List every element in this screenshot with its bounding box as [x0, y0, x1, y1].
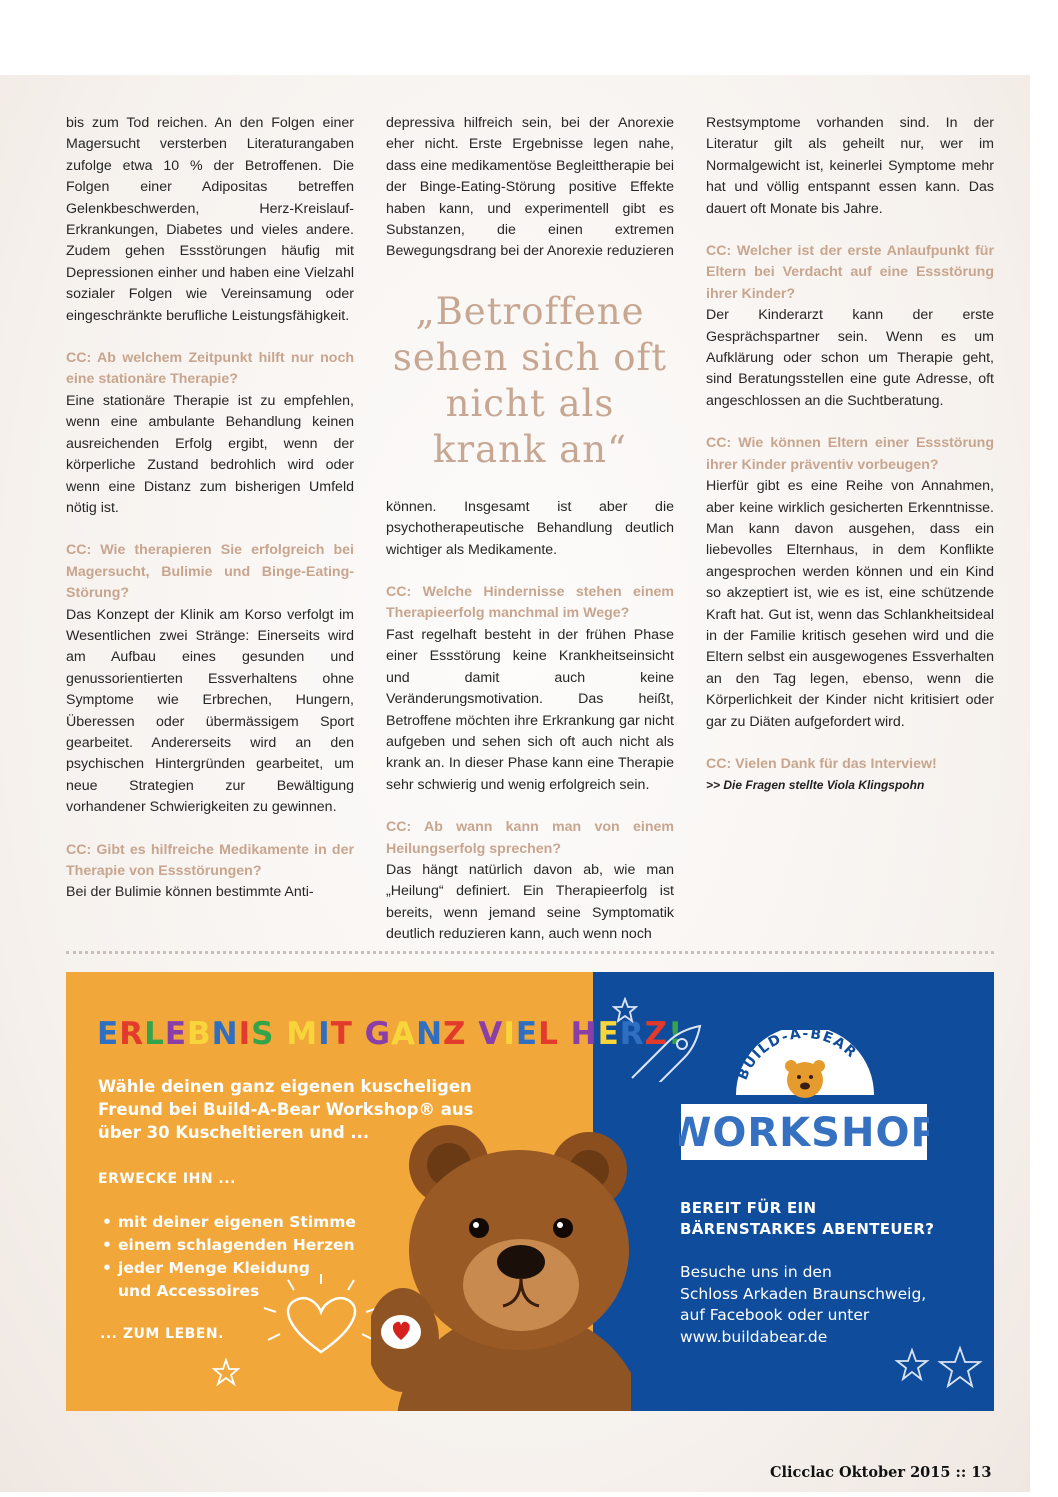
ad-bullet: • jeder Menge Kleidung [102, 1257, 356, 1280]
headline-letter: L [538, 1016, 559, 1052]
interview-answer: Fast regelhaft besteht in der frühen Phase einer Essstörung keine Krankheitseinsicht und damit auch keine Veränderungsmotivation. Das heißt, Betroffene möchten ihre Erkrankung gar nicht aufgeben und sehen sich oft auch nicht als krank an. In dieser Phase kann eine Therapie sehr schwierig und wenig erfolgreich sein. [386, 626, 674, 793]
pull-quote: „Betroffene sehen sich oft nicht als krank an“ [392, 289, 668, 471]
advertisement[interactable] [66, 972, 994, 1411]
build-a-bear-logo[interactable] [679, 1030, 929, 1170]
headline-letter: T [330, 1016, 353, 1052]
interview-closing: CC: Vielen Dank für das Interview! [706, 755, 937, 772]
headline-letter: Z [644, 1016, 669, 1052]
headline-letter: R [119, 1016, 145, 1052]
headline-letter: A [391, 1016, 417, 1052]
paragraph: Restsymptome vorhanden sind. In der Literatur gilt als geheilt nur, wer im Normalgewicht ist, keinerlei Symptome mehr hat und völlig entspannt essen kann. Das dauert oft Monate bis Jahre. [706, 115, 994, 217]
ad-subheading: ERWECKE IHN ... [98, 1171, 236, 1187]
headline-letter: B [187, 1016, 212, 1052]
article-column-2 [386, 113, 674, 946]
headline-letter: I [238, 1016, 252, 1052]
ad-right-text-line: Besuche uns in den [680, 1263, 832, 1281]
logo-arc-text: BUILD-A-BEAR [734, 1030, 860, 1083]
ad-intro: Wähle deinen ganz eigenen kuscheligen Freund bei Build-A-Bear Workshop® aus über 30 Kuscheltieren und ... [98, 1077, 474, 1142]
ad-right-heading [680, 1198, 934, 1240]
ad-bullet-continuation: und Accessoires [118, 1282, 260, 1300]
ad-right-text [680, 1262, 926, 1348]
headline-letter [467, 1016, 479, 1052]
interview-answer: Hierfür gibt es eine Reihe von Annahmen, aber keine wirklich gesicherten Erkenntnisse. Man kann davon ausgehen, dass ein liebevolles Elternhaus, in dem Konflikte angesprochen werden können und ein Kind so akzeptiert ist, wie es ist, eine schützende Kraft hat. Gut ist, wenn das Schlankheitsideal in der Familie kritisch gesehen wird und die Eltern selbst ein ausgewogenes Essverhalten an den Tag legen, ebenso, wenn die Körperlichkeit der Kinder nicht kritisiert oder gar zu Diäten aufgefordert wird. [706, 478, 994, 730]
interview-answer: Eine stationäre Therapie ist zu empfehlen, wenn eine ambulante Behandlung keinen ausreichenden Erfolg ergibt, wenn der körperliche Zustand bedrohlich wird oder wenn eine Distanz zum bisherigen Umfeld nötig ist. [66, 392, 354, 516]
headline-letter: N [211, 1016, 239, 1052]
ad-right-heading-line: BÄRENSTARKES ABENTEUER? [680, 1220, 935, 1238]
headline-letter [353, 1016, 365, 1052]
headline-letter [559, 1016, 571, 1052]
author-credit: >> Die Fragen stellte Viola Klingspohn [706, 778, 925, 793]
interview-question: CC: Wie therapieren Sie erfolgreich bei Magersucht, Bulimie und Binge-Eating-Störung? [66, 542, 354, 602]
interview-question: CC: Gibt es hilfreiche Medikamente in der Therapie von Essstörungen? [66, 841, 354, 879]
headline-letter: E [597, 1016, 620, 1052]
dotted-divider [66, 951, 994, 954]
star-outline-icon [612, 997, 638, 1023]
teddy-bear-illustration [371, 1110, 631, 1411]
paragraph: bis zum Tod reichen. An den Folgen einer Magersucht versterben Literaturangaben zufolge etwa 10 % der Betroffenen. Die Folgen einer Adipositas betreffen Gelenkbeschwerden, Herz-Kreislauf-Erkrankungen, Diabetes und vieles andere. Zudem gehen Essstörungen häufig mit Depressionen einher und haben eine Vielzahl sozialer Folgen wie Vereinsamung oder eingeschränkte berufliche Leistungsfähigkeit. [66, 115, 354, 324]
headline-letter: L [144, 1016, 165, 1052]
headline-letter: R [619, 1016, 645, 1052]
interview-answer: Das hängt natürlich davon ab, wie man „Heilung“ definiert. Ein Therapieerfolg ist bereits, wenn jemand seine Symptomatik deutlich reduzieren kann, auch wenn noch [386, 861, 674, 943]
headline-letter: I [318, 1016, 331, 1052]
interview-question: CC: Ab wann kann man von einem Heilungserfolg sprechen? [386, 819, 674, 857]
interview-answer: Der Kinderarzt kann der erste Gesprächspartner sein. Wenn es um Aufklärung oder schon um Therapie geht, sind Beratungsstellen eine gute Adresse, oft angeschlossen an die Suchtberatung. [706, 307, 994, 409]
headline-letter: M [286, 1016, 319, 1052]
headline-letter: E [97, 1016, 120, 1052]
headline-letter [274, 1016, 286, 1052]
ad-closing: ... ZUM LEBEN. [100, 1326, 224, 1342]
headline-letter: N [416, 1016, 444, 1052]
star-doodle-icon [212, 1358, 240, 1386]
headline-letter: E [164, 1016, 188, 1052]
page-top-margin [0, 0, 1058, 75]
interview-question: CC: Welcher ist der erste Anlaufpunkt für Eltern bei Verdacht auf eine Essstörung ihrer Kinder? [706, 243, 994, 302]
logo-wordmark: WORKSHOP [679, 1110, 929, 1156]
ad-bullet: • einem schlagenden Herzen [102, 1234, 356, 1257]
ad-headline [97, 1016, 683, 1052]
heart-doodle-icon [256, 1272, 386, 1372]
interview-answer: Bei der Bulimie können bestimmte Anti- [66, 884, 314, 901]
ad-bullet: • mit deiner eigenen Stimme [102, 1211, 356, 1234]
ad-right-text-line: Schloss Arkaden Braunschweig, [680, 1284, 927, 1303]
headline-letter: V [478, 1016, 504, 1052]
article-column-1 [66, 113, 354, 904]
headline-letter: ! [668, 1016, 684, 1052]
headline-letter: S [251, 1016, 275, 1052]
interview-answer: Das Konzept der Klinik am Korso verfolgt im Wesentlichen zwei Stränge: Einerseits wird am Aufbau eines gesunden und genussorientierten Essverhaltens ohne Symptome wie Erbrechen, Hungern, Überessen oder übermässigem Sport gearbeitet. Andererseits wird an den psychischen Hintergründen gearbeitet, um neue Strategien zur Bewältigung vorhandener Schwierigkeiten zu gewinnen. [66, 606, 354, 816]
ad-website-link[interactable]: www.buildabear.de [680, 1327, 828, 1346]
headline-letter: Z [443, 1016, 467, 1052]
ad-right-heading-line: BEREIT FÜR EIN [680, 1199, 817, 1217]
headline-letter: H [570, 1016, 598, 1052]
article-column-3 [706, 113, 994, 797]
headline-letter: E [515, 1016, 539, 1052]
paragraph: depressiva hilfreich sein, bei der Anorexie eher nicht. Erste Ergebnisse legen nahe, dass eine medikamentöse Begleittherapie bei der Binge-Eating-Störung positive Effekte haben kann, und experimentell gibt es Substanzen, die einen extremen Bewegungsdrang bei der Anorexie reduzieren [386, 115, 674, 260]
page-footer: Clicclac Oktober 2015 :: 13 [770, 1464, 992, 1481]
headline-letter: G [364, 1016, 392, 1052]
ad-right-text-line: auf Facebook oder unter [680, 1306, 870, 1324]
paragraph: können. Insgesamt ist aber die psychotherapeutische Behandlung deutlich wichtiger als Medikamente. [386, 498, 674, 558]
interview-question: CC: Ab welchem Zeitpunkt hilft nur noch eine stationäre Therapie? [66, 350, 354, 388]
stars-doodle-icon [894, 1344, 986, 1396]
interview-question: CC: Wie können Eltern einer Essstörung ihrer Kinder präventiv vorbeugen? [706, 435, 994, 473]
interview-question: CC: Welche Hindernisse stehen einem Therapieerfolg manchmal im Wege? [386, 584, 674, 622]
headline-letter: I [503, 1016, 516, 1052]
